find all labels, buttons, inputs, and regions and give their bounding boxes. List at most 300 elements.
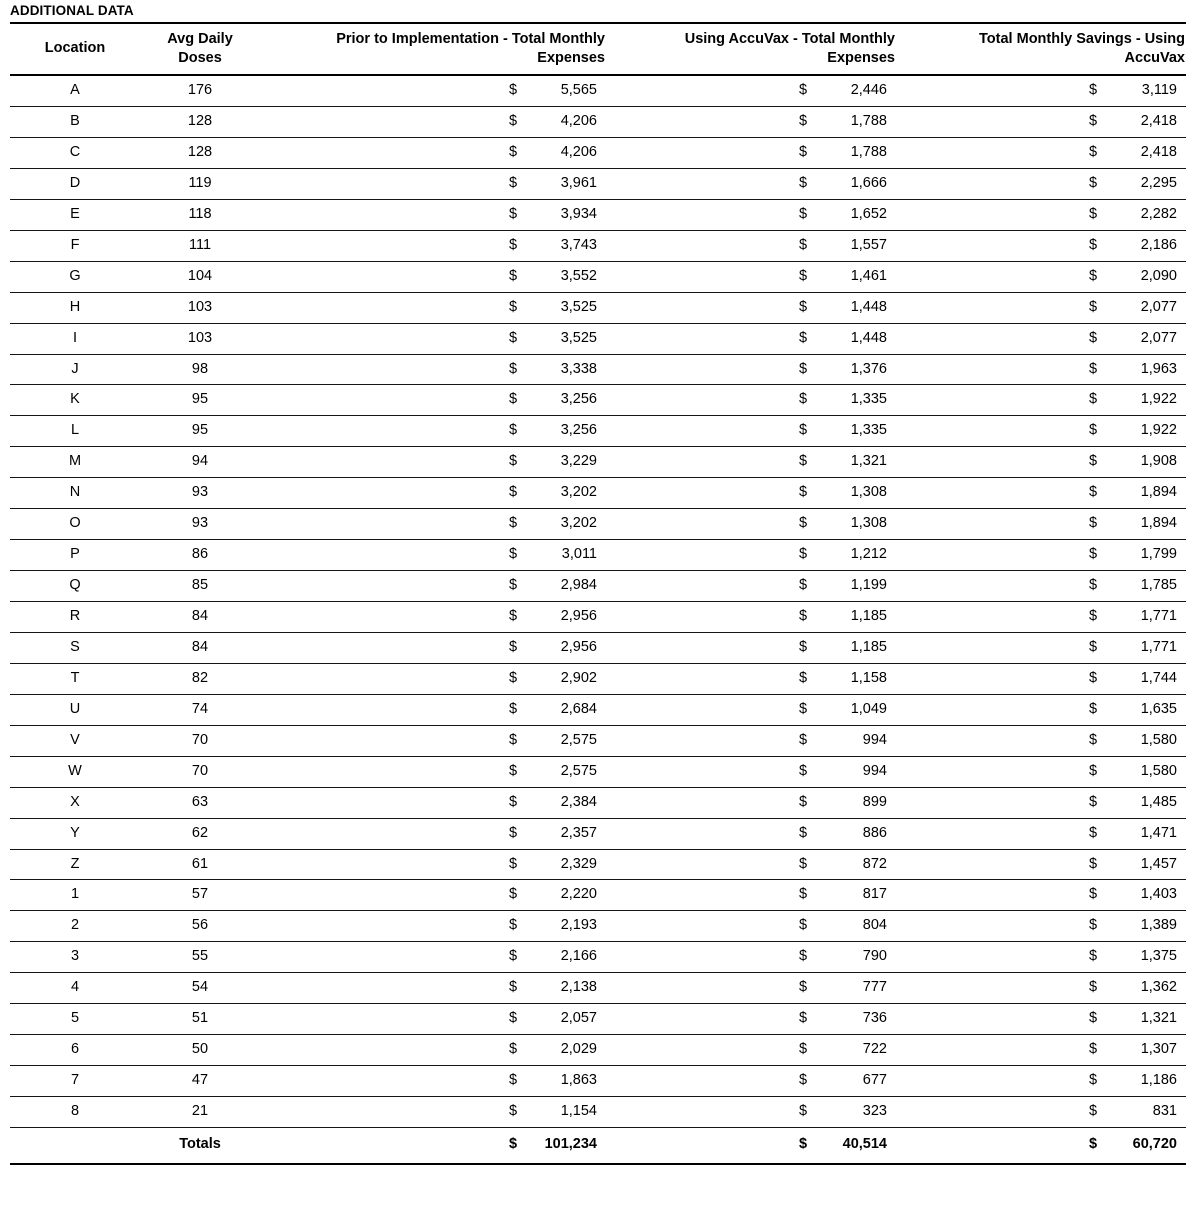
totals-row-spacer (10, 1127, 140, 1163)
cell-avg-daily-doses: 70 (140, 756, 260, 787)
table-row (10, 880, 1186, 911)
amount-value: 1,471 (1140, 824, 1177, 841)
currency-symbol: $ (509, 546, 518, 563)
cell-location: R (10, 602, 140, 633)
cell-monthly-savings (896, 1066, 1186, 1097)
currency-symbol: $ (1089, 669, 1098, 686)
cell-location: F (10, 230, 140, 261)
amount-value: 2,186 (1140, 236, 1177, 253)
amount-value: 1,448 (850, 298, 887, 315)
column-header-prior-line1: Prior to Implementation - Total Monthly (336, 31, 605, 47)
table-row (10, 354, 1186, 385)
table-row (10, 818, 1186, 849)
amount-value: 1,185 (850, 608, 887, 625)
currency-symbol: $ (799, 886, 808, 903)
cell-avg-daily-doses: 84 (140, 602, 260, 633)
cell-monthly-savings (896, 942, 1186, 973)
cell-avg-daily-doses: 86 (140, 540, 260, 571)
amount-value: 3,256 (560, 391, 597, 408)
cell-accuvax-expenses (606, 571, 896, 602)
amount-value: 40,514 (842, 1135, 887, 1152)
cell-location: H (10, 292, 140, 323)
currency-symbol: $ (799, 979, 808, 996)
cell-prior-expenses (260, 385, 606, 416)
cell-avg-daily-doses: 21 (140, 1097, 260, 1128)
cell-accuvax-expenses (606, 199, 896, 230)
cell-accuvax-expenses (606, 1097, 896, 1128)
amount-value: 1,744 (1140, 669, 1177, 686)
currency-symbol: $ (799, 484, 808, 501)
cell-monthly-savings (896, 385, 1186, 416)
cell-accuvax-expenses (606, 756, 896, 787)
cell-location: Y (10, 818, 140, 849)
currency-symbol: $ (799, 113, 808, 130)
cell-accuvax-expenses (606, 416, 896, 447)
table-row (10, 787, 1186, 818)
currency-symbol: $ (799, 793, 808, 810)
table-row (10, 663, 1186, 694)
amount-value: 1,771 (1140, 608, 1177, 625)
currency-symbol: $ (799, 453, 808, 470)
cell-monthly-savings (896, 725, 1186, 756)
currency-symbol: $ (509, 453, 518, 470)
currency-symbol: $ (509, 515, 518, 532)
cell-avg-daily-doses: 176 (140, 75, 260, 106)
table-row (10, 1097, 1186, 1128)
amount-value: 831 (1152, 1103, 1177, 1120)
amount-value: 736 (862, 1010, 887, 1027)
cell-monthly-savings (896, 509, 1186, 540)
amount-value: 3,934 (560, 205, 597, 222)
cell-location: P (10, 540, 140, 571)
cell-monthly-savings (896, 911, 1186, 942)
cell-monthly-savings (896, 292, 1186, 323)
amount-value: 2,329 (560, 855, 597, 872)
currency-symbol: $ (799, 329, 808, 346)
amount-value: 1,666 (850, 174, 887, 191)
currency-symbol: $ (509, 236, 518, 253)
amount-value: 1,158 (850, 669, 887, 686)
cell-accuvax-expenses (606, 107, 896, 138)
cell-prior-expenses (260, 447, 606, 478)
amount-value: 2,357 (560, 824, 597, 841)
amount-value: 1,308 (850, 484, 887, 501)
cell-monthly-savings (896, 354, 1186, 385)
amount-value: 2,295 (1140, 174, 1177, 191)
amount-value: 2,138 (560, 979, 597, 996)
cell-monthly-savings (896, 787, 1186, 818)
cell-accuvax-expenses (606, 602, 896, 633)
cell-avg-daily-doses: 128 (140, 107, 260, 138)
amount-value: 2,684 (560, 700, 597, 717)
amount-value: 2,220 (560, 886, 597, 903)
amount-value: 1,485 (1140, 793, 1177, 810)
amount-value: 777 (862, 979, 887, 996)
currency-symbol: $ (509, 267, 518, 284)
currency-symbol: $ (1089, 608, 1098, 625)
cell-location: 4 (10, 973, 140, 1004)
table-row (10, 849, 1186, 880)
column-header-avg-daily-doses-line2: Doses (178, 49, 222, 66)
currency-symbol: $ (1089, 1041, 1098, 1058)
cell-monthly-savings (896, 230, 1186, 261)
amount-value: 2,575 (560, 762, 597, 779)
cell-prior-expenses (260, 1004, 606, 1035)
cell-location: U (10, 694, 140, 725)
amount-value: 1,580 (1140, 731, 1177, 748)
currency-symbol: $ (799, 236, 808, 253)
cell-monthly-savings (896, 478, 1186, 509)
cell-prior-expenses (260, 571, 606, 602)
cell-location: 7 (10, 1066, 140, 1097)
amount-value: 722 (862, 1041, 887, 1058)
cell-accuvax-expenses (606, 478, 896, 509)
cell-avg-daily-doses: 84 (140, 632, 260, 663)
amount-value: 1,403 (1140, 886, 1177, 903)
currency-symbol: $ (799, 577, 808, 594)
cell-avg-daily-doses: 93 (140, 478, 260, 509)
cell-monthly-savings (896, 694, 1186, 725)
cell-avg-daily-doses: 104 (140, 261, 260, 292)
cell-prior-expenses (260, 261, 606, 292)
currency-symbol: $ (509, 608, 518, 625)
table-row (10, 1035, 1186, 1066)
currency-symbol: $ (509, 1072, 518, 1089)
cell-avg-daily-doses: 98 (140, 354, 260, 385)
table-row (10, 292, 1186, 323)
cell-location: W (10, 756, 140, 787)
cell-accuvax-expenses (606, 911, 896, 942)
currency-symbol: $ (509, 855, 518, 872)
cell-monthly-savings (896, 199, 1186, 230)
cell-prior-expenses (260, 168, 606, 199)
cell-prior-expenses (260, 323, 606, 354)
currency-symbol: $ (509, 917, 518, 934)
currency-symbol: $ (509, 113, 518, 130)
currency-symbol: $ (509, 948, 518, 965)
currency-symbol: $ (1089, 329, 1098, 346)
table-row (10, 478, 1186, 509)
table-row (10, 323, 1186, 354)
cell-prior-expenses (260, 973, 606, 1004)
currency-symbol: $ (509, 886, 518, 903)
currency-symbol: $ (509, 762, 518, 779)
cell-accuvax-expenses (606, 632, 896, 663)
amount-value: 1,321 (1140, 1010, 1177, 1027)
currency-symbol: $ (799, 855, 808, 872)
cell-location: 8 (10, 1097, 140, 1128)
amount-value: 1,894 (1140, 484, 1177, 501)
cell-location: B (10, 107, 140, 138)
cell-monthly-savings (896, 540, 1186, 571)
cell-accuvax-expenses (606, 1035, 896, 1066)
column-header-total-monthly-savings (896, 23, 1186, 75)
currency-symbol: $ (1089, 1010, 1098, 1027)
currency-symbol: $ (1089, 979, 1098, 996)
cell-monthly-savings (896, 137, 1186, 168)
cell-accuvax-expenses (606, 385, 896, 416)
amount-value: 3,525 (560, 329, 597, 346)
currency-symbol: $ (799, 1135, 808, 1152)
currency-symbol: $ (1089, 113, 1098, 130)
cell-prior-expenses (260, 199, 606, 230)
table-row (10, 632, 1186, 663)
amount-value: 1,376 (850, 360, 887, 377)
amount-value: 1,389 (1140, 917, 1177, 934)
currency-symbol: $ (1089, 762, 1098, 779)
cell-avg-daily-doses: 74 (140, 694, 260, 725)
column-header-prior-line2: Expenses (537, 49, 605, 66)
table-row (10, 199, 1186, 230)
currency-symbol: $ (799, 669, 808, 686)
cell-location: K (10, 385, 140, 416)
currency-symbol: $ (1089, 174, 1098, 191)
amount-value: 60,720 (1132, 1135, 1177, 1152)
amount-value: 1,375 (1140, 948, 1177, 965)
currency-symbol: $ (509, 1041, 518, 1058)
currency-symbol: $ (509, 793, 518, 810)
cell-location: C (10, 137, 140, 168)
cell-prior-expenses (260, 818, 606, 849)
cell-location: A (10, 75, 140, 106)
amount-value: 323 (862, 1103, 887, 1120)
currency-symbol: $ (799, 917, 808, 934)
table-row (10, 416, 1186, 447)
currency-symbol: $ (1089, 360, 1098, 377)
cell-avg-daily-doses: 47 (140, 1066, 260, 1097)
currency-symbol: $ (1089, 824, 1098, 841)
table-row (10, 75, 1186, 106)
cell-prior-expenses (260, 230, 606, 261)
cell-prior-expenses (260, 787, 606, 818)
currency-symbol: $ (1089, 298, 1098, 315)
cell-accuvax-expenses (606, 509, 896, 540)
amount-value: 804 (862, 917, 887, 934)
amount-value: 1,335 (850, 391, 887, 408)
currency-symbol: $ (799, 82, 808, 99)
cell-monthly-savings (896, 1035, 1186, 1066)
table-row (10, 1004, 1186, 1035)
amount-value: 1,461 (850, 267, 887, 284)
currency-symbol: $ (509, 391, 518, 408)
amount-value: 1,863 (560, 1072, 597, 1089)
currency-symbol: $ (1089, 453, 1098, 470)
amount-value: 3,202 (560, 515, 597, 532)
amount-value: 1,785 (1140, 577, 1177, 594)
amount-value: 1,185 (850, 638, 887, 655)
amount-value: 2,077 (1140, 298, 1177, 315)
currency-symbol: $ (799, 762, 808, 779)
cell-location: E (10, 199, 140, 230)
cell-monthly-savings (896, 416, 1186, 447)
currency-symbol: $ (509, 329, 518, 346)
amount-value: 3,338 (560, 360, 597, 377)
amount-value: 3,743 (560, 236, 597, 253)
currency-symbol: $ (799, 1072, 808, 1089)
currency-symbol: $ (1089, 793, 1098, 810)
cell-monthly-savings (896, 602, 1186, 633)
currency-symbol: $ (1089, 700, 1098, 717)
amount-value: 2,077 (1140, 329, 1177, 346)
table-row (10, 694, 1186, 725)
cell-location: L (10, 416, 140, 447)
amount-value: 3,202 (560, 484, 597, 501)
currency-symbol: $ (1089, 236, 1098, 253)
cell-location: O (10, 509, 140, 540)
cell-accuvax-expenses (606, 663, 896, 694)
amount-value: 1,457 (1140, 855, 1177, 872)
table-row (10, 230, 1186, 261)
cell-prior-expenses (260, 540, 606, 571)
amount-value: 790 (862, 948, 887, 965)
cell-avg-daily-doses: 128 (140, 137, 260, 168)
cell-prior-expenses (260, 354, 606, 385)
currency-symbol: $ (799, 1010, 808, 1027)
currency-symbol: $ (509, 638, 518, 655)
cell-avg-daily-doses: 55 (140, 942, 260, 973)
table-header-row (10, 23, 1186, 75)
amount-value: 1,771 (1140, 638, 1177, 655)
cell-avg-daily-doses: 94 (140, 447, 260, 478)
amount-value: 677 (862, 1072, 887, 1089)
cell-accuvax-expenses (606, 849, 896, 880)
currency-symbol: $ (1089, 205, 1098, 222)
currency-symbol: $ (1089, 1135, 1098, 1152)
currency-symbol: $ (509, 82, 518, 99)
currency-symbol: $ (509, 1010, 518, 1027)
cell-avg-daily-doses: 62 (140, 818, 260, 849)
amount-value: 1,212 (850, 546, 887, 563)
currency-symbol: $ (1089, 484, 1098, 501)
currency-symbol: $ (799, 143, 808, 160)
cell-monthly-savings (896, 849, 1186, 880)
totals-row (10, 1127, 1186, 1163)
cell-avg-daily-doses: 57 (140, 880, 260, 911)
cell-accuvax-expenses (606, 137, 896, 168)
cell-accuvax-expenses (606, 1004, 896, 1035)
cell-prior-expenses (260, 725, 606, 756)
currency-symbol: $ (509, 298, 518, 315)
column-header-prior-to-implementation (260, 23, 606, 75)
currency-symbol: $ (799, 731, 808, 748)
currency-symbol: $ (1089, 731, 1098, 748)
currency-symbol: $ (1089, 577, 1098, 594)
currency-symbol: $ (799, 267, 808, 284)
amount-value: 994 (862, 731, 887, 748)
currency-symbol: $ (799, 391, 808, 408)
amount-value: 3,552 (560, 267, 597, 284)
cell-location: Q (10, 571, 140, 602)
column-header-location: Location (10, 23, 140, 75)
currency-symbol: $ (1089, 82, 1098, 99)
amount-value: 1,894 (1140, 515, 1177, 532)
amount-value: 1,635 (1140, 700, 1177, 717)
column-header-savings-line1: Total Monthly Savings - Using (979, 31, 1185, 47)
table-row (10, 911, 1186, 942)
cell-accuvax-expenses (606, 354, 896, 385)
currency-symbol: $ (799, 638, 808, 655)
cell-prior-expenses (260, 107, 606, 138)
cell-monthly-savings (896, 261, 1186, 292)
amount-value: 2,902 (560, 669, 597, 686)
cell-prior-expenses (260, 416, 606, 447)
amount-value: 1,307 (1140, 1041, 1177, 1058)
table-row (10, 137, 1186, 168)
cell-monthly-savings (896, 571, 1186, 602)
cell-prior-expenses (260, 849, 606, 880)
cell-monthly-savings (896, 818, 1186, 849)
amount-value: 2,984 (560, 577, 597, 594)
cell-accuvax-expenses (606, 75, 896, 106)
cell-prior-expenses (260, 632, 606, 663)
amount-value: 1,308 (850, 515, 887, 532)
cell-avg-daily-doses: 82 (140, 663, 260, 694)
cell-prior-expenses (260, 756, 606, 787)
cell-accuvax-expenses (606, 323, 896, 354)
table-row (10, 1066, 1186, 1097)
cell-location: 1 (10, 880, 140, 911)
column-header-savings-line2: AccuVax (1124, 49, 1185, 66)
cell-accuvax-expenses (606, 725, 896, 756)
amount-value: 1,199 (850, 577, 887, 594)
cell-location: X (10, 787, 140, 818)
cell-accuvax-expenses (606, 787, 896, 818)
amount-value: 1,963 (1140, 360, 1177, 377)
cell-avg-daily-doses: 119 (140, 168, 260, 199)
column-header-avg-daily-doses (140, 23, 260, 75)
cell-location: M (10, 447, 140, 478)
cell-accuvax-expenses (606, 261, 896, 292)
table-row (10, 107, 1186, 138)
currency-symbol: $ (799, 360, 808, 377)
amount-value: 2,418 (1140, 143, 1177, 160)
cell-prior-expenses (260, 292, 606, 323)
cell-location: T (10, 663, 140, 694)
amount-value: 2,057 (560, 1010, 597, 1027)
amount-value: 1,362 (1140, 979, 1177, 996)
column-header-using-accuvax (606, 23, 896, 75)
currency-symbol: $ (509, 422, 518, 439)
amount-value: 2,956 (560, 638, 597, 655)
cell-prior-expenses (260, 602, 606, 633)
cell-location: V (10, 725, 140, 756)
currency-symbol: $ (1089, 917, 1098, 934)
cell-monthly-savings (896, 1004, 1186, 1035)
cell-monthly-savings (896, 880, 1186, 911)
cell-prior-expenses (260, 509, 606, 540)
currency-symbol: $ (509, 484, 518, 501)
cell-avg-daily-doses: 54 (140, 973, 260, 1004)
currency-symbol: $ (509, 700, 518, 717)
cell-monthly-savings (896, 447, 1186, 478)
section-title: ADDITIONAL DATA (10, 3, 134, 18)
cell-monthly-savings (896, 973, 1186, 1004)
currency-symbol: $ (799, 205, 808, 222)
amount-value: 1,321 (850, 453, 887, 470)
amount-value: 1,788 (850, 143, 887, 160)
table-header (10, 23, 1186, 75)
cell-prior-expenses (260, 694, 606, 725)
amount-value: 3,525 (560, 298, 597, 315)
currency-symbol: $ (509, 577, 518, 594)
amount-value: 1,908 (1140, 453, 1177, 470)
currency-symbol: $ (1089, 1103, 1098, 1120)
currency-symbol: $ (799, 608, 808, 625)
table-row (10, 168, 1186, 199)
cell-accuvax-expenses (606, 292, 896, 323)
currency-symbol: $ (509, 205, 518, 222)
currency-symbol: $ (1089, 391, 1098, 408)
